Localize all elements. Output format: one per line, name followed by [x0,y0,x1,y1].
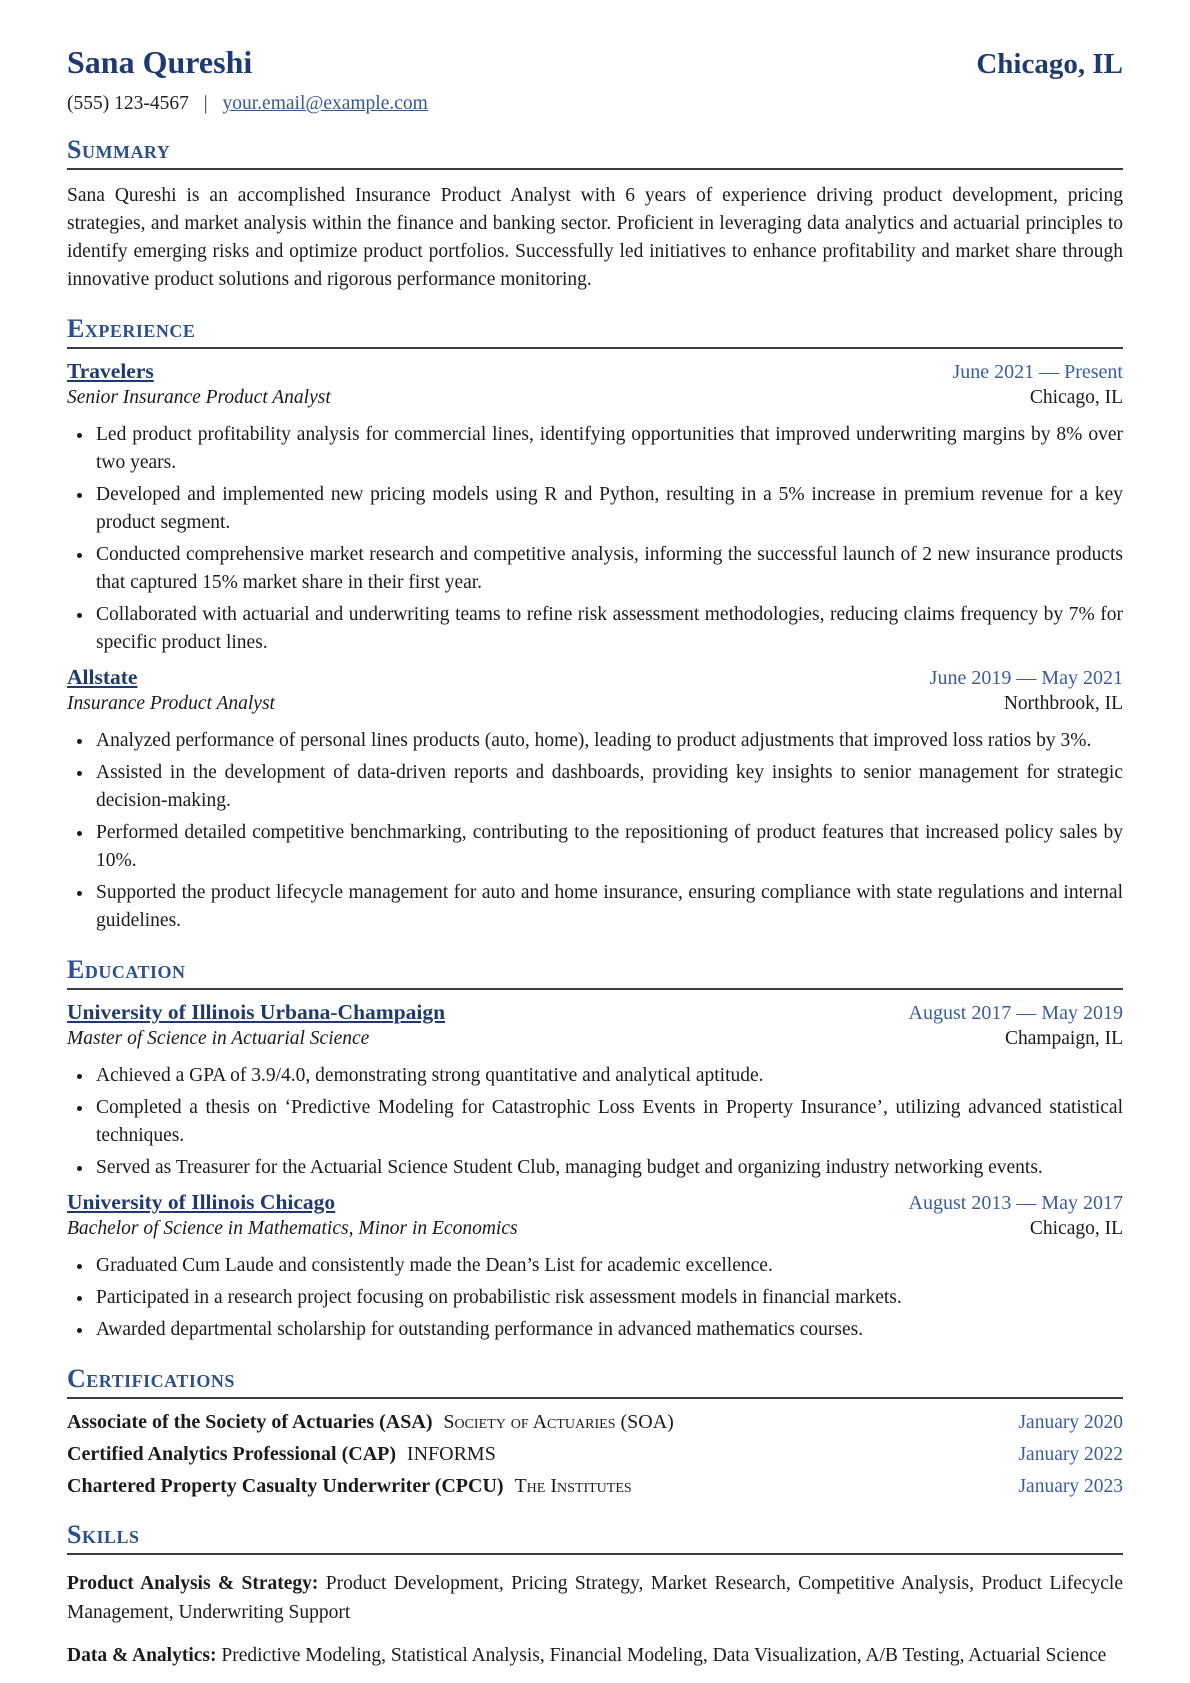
job-bullet: • Led product profitability analysis for commercial lines, identifying opportunities that improved underwriting margins by 8% over two years. [94,421,1123,477]
job-entry-travelers [67,359,1123,657]
certification-row [67,1409,1123,1436]
certification-name: Associate of the Society of Actuaries (ASA) [67,1411,433,1433]
job-bullet: • Developed and implemented new pricing models using R and Python, resulting in a 5% increase in premium revenue for a key product segment. [94,481,1123,537]
school-bullet: • Awarded departmental scholarship for outstanding performance in advanced mathematics courses. [94,1316,1123,1344]
degree-title: Master of Science in Actuarial Science [67,1028,370,1049]
school-bullet-list [67,1062,1123,1182]
degree-title: Bachelor of Science in Mathematics, Minor in Economics [67,1218,518,1239]
job-header [67,665,1123,690]
skills-heading: Skills [67,1520,1123,1555]
job-header [67,359,1123,384]
school-bullet: • Served as Treasurer for the Actuarial Science Student Club, managing budget and organizing industry networking events. [94,1154,1123,1182]
school-subheader [67,1028,1123,1050]
school-bullet: • Achieved a GPA of 3.9/4.0, demonstrating strong quantitative and analytical aptitude. [94,1062,1123,1090]
candidate-location: Chicago, IL [976,48,1123,80]
job-title: Insurance Product Analyst [67,693,275,714]
skill-group-items: Predictive Modeling, Statistical Analysis, Financial Modeling, Data Visualization, A/B Testing, Actuarial Science [221,1645,1107,1666]
job-location: Northbrook, IL [1003,693,1123,714]
school-entry-uic [67,1190,1123,1344]
certification-name: Chartered Property Casualty Underwriter (CPCU) [67,1475,504,1497]
certification-row [67,1473,1123,1500]
certification-date: January 2022 [1018,1444,1123,1465]
school-link[interactable]: University of Illinois Chicago [67,1190,336,1214]
section-experience [67,314,1123,935]
job-bullet-list [67,727,1123,935]
certification-name: Certified Analytics Professional (CAP) [67,1443,397,1465]
company-link[interactable]: Allstate [67,665,138,689]
certification-text [67,1473,632,1500]
school-bullet-list [67,1252,1123,1344]
contact-row [67,93,1123,115]
experience-heading: Experience [67,314,1123,349]
skill-group-label: Product Analysis & Strategy: [67,1573,319,1594]
school-header [67,1000,1123,1025]
certification-row [67,1441,1123,1468]
job-bullet: • Supported the product lifecycle management for auto and home insurance, ensuring compliance with state regulations and internal guidelines. [94,879,1123,935]
certification-issuer: INFORMS [406,1443,496,1465]
skill-group-items: Product Development, Pricing Strategy, Market Research, Competitive Analysis, Product Lifecycle Management, Underwriting Support [67,1573,1124,1623]
job-dates: June 2019 — May 2021 [929,667,1123,689]
certification-issuer: The Institutes [514,1475,632,1497]
skill-group [67,1569,1123,1627]
school-location: Chicago, IL [1029,1218,1123,1239]
education-heading: Education [67,955,1123,990]
skill-group-label: Data & Analytics: [67,1645,217,1666]
section-summary [67,135,1123,294]
email-link[interactable]: your.email@example.com [222,93,428,114]
school-entry-uiuc [67,1000,1123,1182]
certification-issuer: Society of Actuaries (SOA) [443,1411,674,1433]
job-subheader [67,693,1123,715]
candidate-name: Sana Qureshi [67,44,253,80]
school-link[interactable]: University of Illinois Urbana-Champaign [67,1000,446,1024]
job-subheader [67,387,1123,409]
job-bullet: • Conducted comprehensive market research and competitive analysis, informing the successful launch of 2 new insurance products that captured 15% market share in their first year. [94,541,1123,597]
school-location: Champaign, IL [1004,1028,1123,1049]
certification-text [67,1441,496,1468]
school-header [67,1190,1123,1215]
section-education [67,955,1123,1344]
job-location: Chicago, IL [1029,387,1123,408]
school-bullet: • Graduated Cum Laude and consistently made the Dean’s List for academic excellence. [94,1252,1123,1280]
school-bullet: • Completed a thesis on ‘Predictive Modeling for Catastrophic Loss Events in Property Insurance’, utilizing advanced statistical techniques. [94,1094,1123,1150]
job-title: Senior Insurance Product Analyst [67,387,331,408]
job-bullet-list [67,421,1123,657]
summary-heading: Summary [67,135,1123,170]
name-row [67,44,1123,81]
contact-separator: | [203,93,208,114]
job-dates: June 2021 — Present [952,361,1123,383]
job-bullet: • Collaborated with actuarial and underwriting teams to refine risk assessment methodologies, reducing claims frequency by 7% for specific product lines. [94,601,1123,657]
school-subheader [67,1218,1123,1240]
section-skills [67,1520,1123,1670]
job-bullet: • Performed detailed competitive benchmarking, contributing to the repositioning of product features that increased policy sales by 10%. [94,819,1123,875]
certification-date: January 2020 [1018,1412,1123,1433]
skill-group [67,1641,1123,1670]
certification-date: January 2023 [1018,1476,1123,1497]
certifications-heading: Certifications [67,1364,1123,1399]
company-link[interactable]: Travelers [67,359,154,383]
resume-header [67,44,1123,115]
summary-text: Sana Qureshi is an accomplished Insurance Product Analyst with 6 years of experience driving product development, pricing strategies, and market analysis within the finance and banking sector. Proficient in leveraging data analytics and actuarial principles to identify emerging risks and optimize product portfolios. Successfully led initiatives to enhance profitability and market share through innovative product solutions and rigorous performance monitoring. [67,185,1123,290]
phone-number: (555) 123-4567 [67,93,189,114]
school-dates: August 2017 — May 2019 [908,1002,1123,1024]
section-certifications [67,1364,1123,1500]
certification-text [67,1409,674,1436]
school-dates: August 2013 — May 2017 [908,1192,1123,1214]
job-entry-allstate [67,665,1123,935]
job-bullet: • Analyzed performance of personal lines products (auto, home), leading to product adjustments that improved loss ratios by 3%. [94,727,1123,755]
school-bullet: • Participated in a research project focusing on probabilistic risk assessment models in financial markets. [94,1284,1123,1312]
job-bullet: • Assisted in the development of data-driven reports and dashboards, providing key insights to senior management for strategic decision-making. [94,759,1123,815]
